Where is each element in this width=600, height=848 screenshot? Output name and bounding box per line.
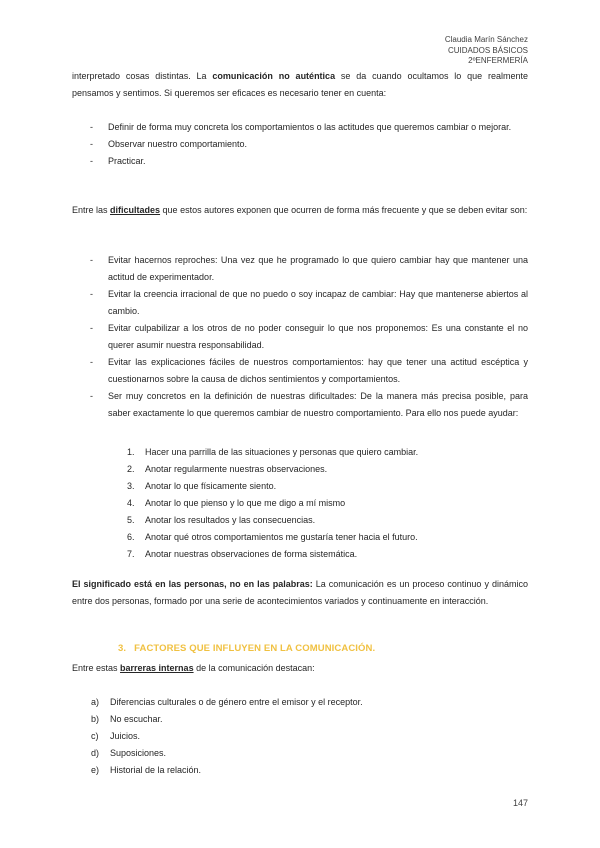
list-item: - Practicar. [72, 153, 528, 170]
list-item: 7. Anotar nuestras observaciones de forma sistemática. [127, 549, 358, 559]
header-course: 2ºENFERMERÍA [468, 56, 528, 65]
list-item: b) No escuchar. [91, 714, 163, 724]
list-dificultades [72, 252, 528, 422]
dash-bullet: - [90, 156, 93, 166]
list-item: 1. Hacer una parrilla de las situaciones y personas que quiero cambiar. [127, 447, 419, 457]
dash-bullet: - [90, 289, 93, 299]
list-item: - Observar nuestro comportamiento. [72, 136, 528, 153]
dash-bullet: - [90, 357, 93, 367]
list-item: a) Diferencias culturales o de género entre el emisor y el receptor. [91, 697, 363, 707]
paragraph-significado: El significado está en las personas, no en las palabras: La comunicación es un proceso continuo y dinámico entre dos personas, formado por una serie de acontecimientos variados y continuamente en interacción. [72, 579, 528, 606]
list-item: 2. Anotar regularmente nuestras observaciones. [127, 464, 328, 474]
dash-bullet: - [90, 391, 93, 401]
list-item: 3. Anotar lo que físicamente siento. [127, 481, 277, 491]
list-pasos [127, 444, 527, 563]
list-item: 4. Anotar lo que pienso y lo que me digo a mí mismo [127, 498, 346, 508]
dash-bullet: - [90, 122, 93, 132]
page-header [445, 35, 528, 67]
section-number: 3. [118, 643, 127, 654]
list-item: d) Suposiciones. [91, 748, 167, 758]
list-item: - Evitar culpabilizar a los otros de no poder conseguir lo que nos proponemos: Es una constante el no querer asumir nuestra responsabilidad. [72, 320, 528, 354]
section-title: FACTORES QUE INFLUYEN EN LA COMUNICACIÓN. [134, 643, 376, 654]
term-significado: El significado está en las personas, no en las palabras: [72, 579, 313, 589]
list-consejos [72, 119, 528, 170]
paragraph-comunicacion-no-autentica: interpretado cosas distintas. La comunicación no auténtica se da cuando ocultamos lo que realmente pensamos y sentimos. Si queremos ser eficaces es necesario tener en cuenta: [72, 71, 528, 98]
section-heading [118, 643, 375, 654]
term-comunicacion-no-autentica: comunicación no auténtica [212, 71, 336, 81]
list-item: - Evitar las explicaciones fáciles de nuestros comportamientos: hay que tener una actitud escéptica y cuestionarnos sobre la causa de dichos sentimientos y comportamientos. [72, 354, 528, 388]
term-barreras-internas: barreras internas [120, 663, 194, 673]
list-item: 6. Anotar qué otros comportamientos me gustaría tener hacia el futuro. [127, 532, 418, 542]
list-item: - Ser muy concretos en la definición de nuestras dificultades: De la manera más precisa posible, para saber exactamente lo que queremos cambiar de nuestro comportamiento. Para ello nos puede ayudar: [72, 388, 528, 422]
dash-bullet: - [90, 139, 93, 149]
dash-bullet: - [90, 255, 93, 265]
list-item: 5. Anotar los resultados y las consecuencias. [127, 515, 316, 525]
term-dificultades: dificultades [110, 205, 161, 215]
list-item: - Evitar hacernos reproches: Una vez que he programado lo que quiero cambiar hay que mantener una actitud de experimentador. [72, 252, 528, 286]
paragraph-dificultades: Entre las dificultades que estos autores exponen que ocurren de forma más frecuente y que se deben evitar son: [72, 205, 528, 215]
list-item: - Definir de forma muy concreta los comportamientos o las actitudes que queremos cambiar o mejorar. [72, 119, 528, 136]
list-item: c) Juicios. [91, 731, 141, 741]
list-barreras [91, 694, 511, 779]
list-item: - Evitar la creencia irracional de que no puedo o soy incapaz de cambiar: Hay que mantenerse abiertos al cambio. [72, 286, 528, 320]
page-number: 147 [512, 798, 528, 808]
dash-bullet: - [90, 323, 93, 333]
paragraph-barreras: Entre estas barreras internas de la comunicación destacan: [72, 663, 315, 673]
list-item: e) Historial de la relación. [91, 765, 202, 775]
header-author: Claudia Marín Sánchez [444, 35, 528, 44]
header-subject: CUIDADOS BÁSICOS [447, 45, 528, 55]
